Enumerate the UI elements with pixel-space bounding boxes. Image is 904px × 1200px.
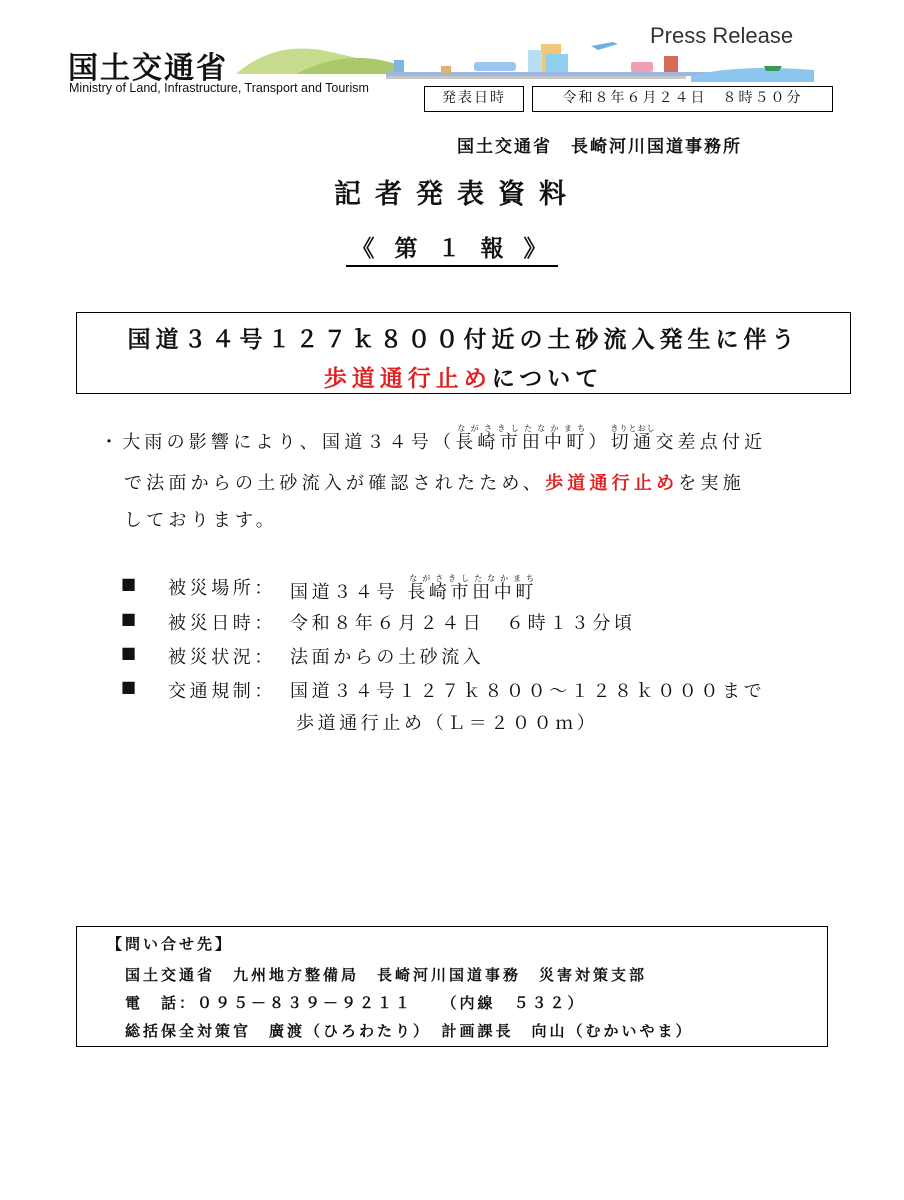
detail-label: 被災日時：: [168, 613, 276, 634]
body-text: ）: [588, 432, 611, 453]
place-name-text: 長崎市田中町: [455, 432, 589, 453]
bullet-icon: ■: [121, 677, 140, 696]
place-name: [455, 424, 589, 453]
headline-box: [76, 312, 851, 394]
detail-label: 被災状況：: [168, 647, 276, 668]
body-paragraph-line-2: [124, 469, 745, 495]
press-release-label: Press Release: [650, 23, 794, 48]
body-paragraph-line-1: [100, 424, 766, 454]
detail-label: 被災場所：: [168, 578, 276, 599]
contact-organization: 国土交通省 九州地方整備局 長崎河川国道事務 災害対策支部: [125, 966, 648, 984]
bullet-icon: ■: [121, 643, 140, 662]
document-title: 記者発表資料: [334, 179, 580, 210]
body-paragraph-line-3: しております。: [124, 510, 278, 531]
detail-label: 交通規制：: [168, 681, 276, 702]
body-text: を実施: [678, 473, 745, 494]
closure-highlight: 歩道通行止め: [545, 473, 679, 494]
report-number: 《 第 １ 報 》: [346, 230, 558, 267]
contact-phone: 電 話：０９５－８３９－９２１１ （内線 ５３２）: [125, 994, 586, 1012]
place-name-ruby: ながさきしたなかまち: [407, 574, 537, 583]
issuing-office: 国土交通省 長崎河川国道事務所: [457, 137, 742, 157]
headline-rest-text: について: [491, 366, 604, 392]
bullet-icon: ■: [121, 609, 140, 628]
bullet-icon: ■: [121, 574, 140, 593]
release-date-label: 発表日時: [424, 86, 524, 112]
contact-heading: 【問い合せ先】: [107, 935, 234, 953]
detail-value-continued: 歩道通行止め（Ｌ＝２００ｍ）: [296, 713, 599, 734]
detail-location: [0, 574, 904, 604]
place-name-ruby: ながさきしたなかまち: [455, 424, 589, 433]
header-landscape-banner: [236, 34, 814, 92]
detail-traffic-regulation: [0, 677, 904, 737]
body-text: ・大雨の影響により、国道３４号（: [100, 432, 456, 453]
detail-datetime: [0, 609, 904, 639]
intersection-name-text: 切通: [610, 432, 656, 453]
detail-value: [290, 574, 537, 604]
ministry-logo-text: 国土交通省: [68, 51, 228, 86]
detail-status: [0, 643, 904, 673]
contact-box: [76, 926, 828, 1047]
headline-line-2: [77, 360, 850, 393]
detail-value: 法面からの土砂流入: [290, 647, 485, 668]
body-text: で法面からの土砂流入が確認されたため、: [124, 473, 546, 494]
ministry-english-name: Ministry of Land, Infrastructure, Transport and Tourism: [69, 81, 369, 95]
detail-value: 国道３４号１２７ｋ８００～１２８ｋ０００まで: [290, 681, 766, 702]
detail-value: 令和８年６月２４日 ６時１３分頃: [290, 613, 636, 634]
detail-value-text: 国道３４号: [290, 582, 408, 603]
place-name-text: 長崎市田中町: [407, 582, 537, 603]
body-text: 交差点付近: [655, 432, 767, 453]
intersection-name: [610, 424, 656, 453]
headline-red-text: 歩道通行止め: [323, 366, 492, 392]
intersection-ruby: きりとおし: [610, 424, 656, 433]
contact-people: 総括保全対策官 廣渡（ひろわたり） 計画課長 向山（むかいやま）: [125, 1022, 694, 1040]
place-name: [407, 574, 537, 603]
release-date-value: 令和８年６月２４日 ８時５０分: [532, 86, 833, 112]
headline-line-1: 国道３４号１２７ｋ８００付近の土砂流入発生に伴う: [127, 327, 800, 353]
